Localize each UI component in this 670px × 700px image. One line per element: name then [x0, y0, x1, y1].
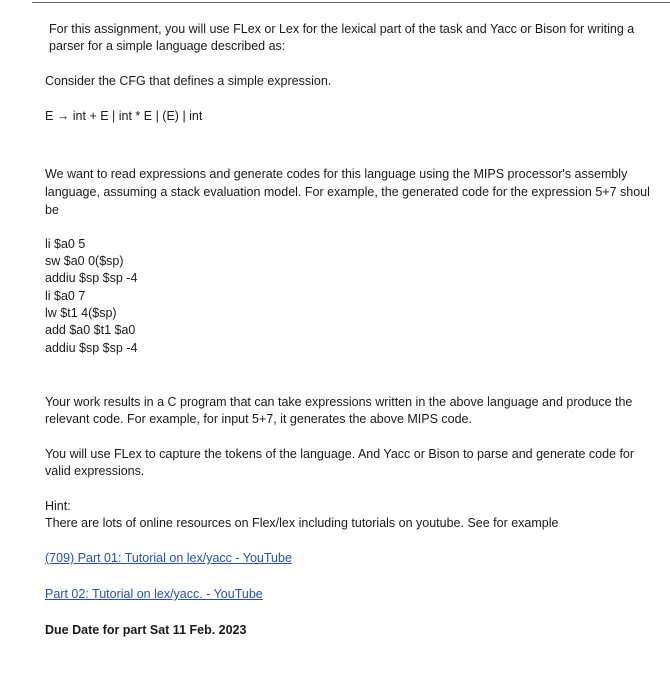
tools-text-line-2: valid expressions.: [45, 464, 145, 478]
code-line: addiu $sp $sp -4: [45, 271, 138, 285]
result-text-line-1: Your work results in a C program that can take expressions written in the above language and produce the: [45, 395, 633, 409]
goal-text-line-3: be: [45, 203, 59, 217]
intro-text-line-2: parser for a simple language described as:: [49, 39, 286, 53]
due-date: Due Date for part Sat 11 Feb. 2023: [45, 623, 247, 637]
goal-text-line-1: We want to read expressions and generate codes for this language using the MIPS processor's assembly: [45, 167, 628, 181]
code-line: lw $t1 4($sp): [45, 306, 117, 320]
tutorial-link-part-2[interactable]: Part 02: Tutorial on lex/yacc. - YouTube: [45, 587, 263, 601]
tutorial-link-part-1[interactable]: (709) Part 01: Tutorial on lex/yacc - YouTube: [45, 551, 292, 565]
code-line: add $a0 $t1 $a0: [45, 323, 136, 337]
goal-text-line-2: language, assuming a stack evaluation model. For example, the generated code for the expression 5+7 shoul: [45, 185, 650, 199]
code-line: sw $a0 0($sp): [45, 254, 124, 268]
top-border-line: [32, 2, 670, 3]
code-line: addiu $sp $sp -4: [45, 341, 138, 355]
cfg-intro-text: Consider the CFG that defines a simple expression.: [45, 74, 332, 88]
intro-text-line-1: For this assignment, you will use FLex or Lex for the lexical part of the task and Yacc or Bison for writing a: [49, 22, 635, 36]
grammar-rule: E → int + E | int * E | (E) | int: [45, 109, 203, 123]
code-line: li $a0 5: [45, 237, 86, 251]
hint-text: There are lots of online resources on Flex/lex including tutorials on youtube. See for example: [45, 516, 559, 530]
code-line: li $a0 7: [45, 289, 86, 303]
tools-text-line-1: You will use FLex to capture the tokens of the language. And Yacc or Bison to parse and generate code for: [45, 447, 635, 461]
hint-label: Hint:: [45, 499, 71, 513]
result-text-line-2: relevant code. For example, for input 5+7, it generates the above MIPS code.: [45, 412, 472, 426]
